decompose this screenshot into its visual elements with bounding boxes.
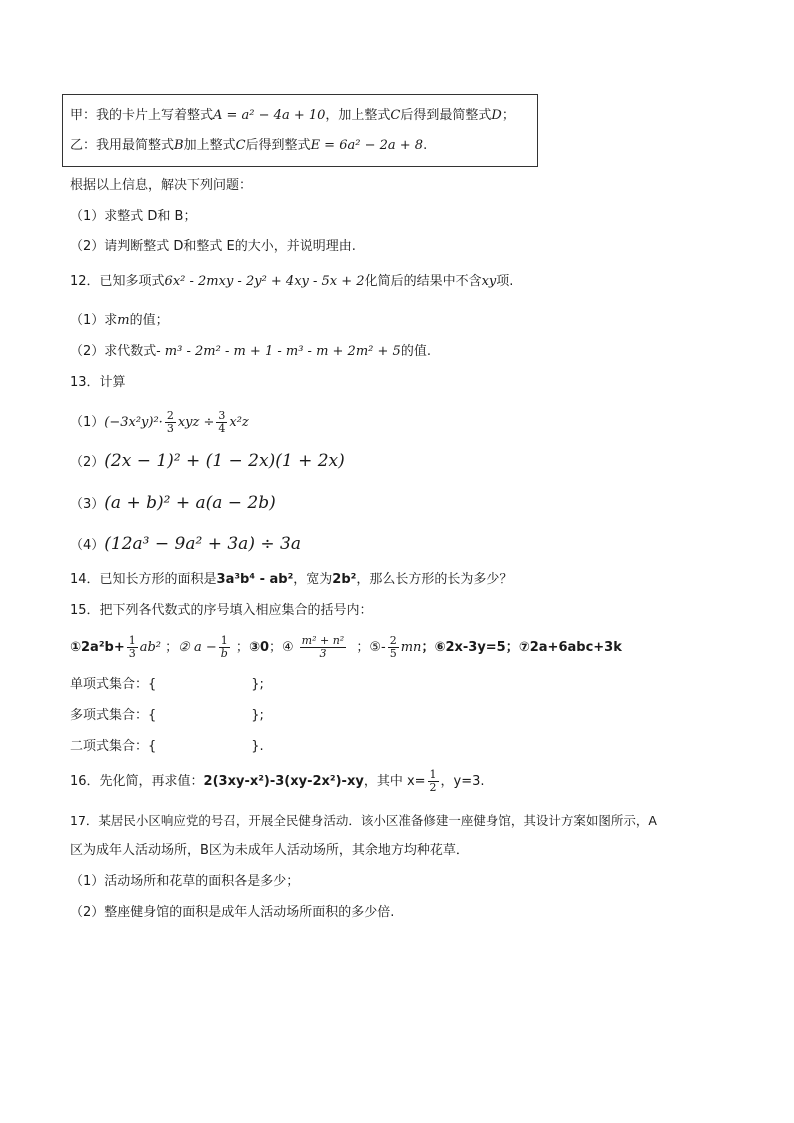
q13-part1: [70, 409, 249, 437]
text: 乙：我用最简整式: [70, 138, 175, 153]
text: 的值.: [400, 344, 431, 359]
var-c: C: [390, 108, 401, 123]
text: 加上整式: [183, 138, 236, 153]
q17-line1: 17．某居民小区响应党的号召，开展全民健身活动．该小区准备修建一座健身馆，其设计方案如图所示，A: [70, 813, 657, 828]
fraction: [216, 410, 227, 435]
text: ，宽为: [293, 572, 333, 587]
set-binomial: [70, 738, 264, 756]
den: b: [220, 647, 228, 660]
q11-part2: （2）请判断整式 D和整式 E的大小，并说明理由.: [70, 239, 356, 254]
text: （1）求: [70, 313, 118, 328]
expr: xyz ÷: [177, 415, 215, 430]
card-line-jia: [70, 107, 515, 125]
label: （3）: [70, 497, 105, 512]
den: 3: [166, 422, 174, 435]
num: 3: [218, 409, 226, 422]
set-polynomial: [70, 707, 264, 725]
fraction: [428, 769, 439, 794]
text: 甲：我的卡片上写着整式: [70, 108, 214, 123]
expr: (12a³ − 9a² + 3a) ÷ 3a: [104, 534, 301, 554]
num: 2: [389, 634, 397, 647]
text: 化简后的结果中不含: [364, 274, 482, 289]
fraction: [165, 410, 176, 435]
num: 1: [219, 635, 230, 648]
den: 3: [319, 647, 327, 660]
expr: 3a³b⁴ - ab²: [216, 572, 294, 587]
q13-part4: [70, 535, 301, 555]
q17-part2: （2）整座健身馆的面积是成年人活动场所面积的多少倍.: [70, 905, 395, 920]
var-b: B: [174, 138, 184, 153]
q17-part1: （1）活动场所和花草的面积各是多少；: [70, 874, 300, 889]
num: m² + n²: [301, 634, 345, 647]
expr-a: A = a² − 4a + 10: [213, 108, 326, 123]
num: 1: [429, 768, 437, 781]
label: 二项式集合：{: [70, 739, 157, 754]
label: 多项式集合：{: [70, 708, 157, 723]
separator: ；: [269, 640, 283, 655]
item-3: ③0: [248, 640, 269, 655]
expr: ab²: [139, 640, 162, 655]
expr: 2(3xy-x²)-3(xy-2x²)-xy: [203, 774, 364, 789]
var: xy: [481, 274, 497, 289]
q12-stem: [70, 273, 513, 291]
text: ，加上整式: [325, 108, 391, 123]
text: 后得到最简整式: [400, 108, 492, 123]
text: };: [251, 677, 264, 692]
q13-part2: [70, 452, 345, 472]
expr-e: E = 6a² − 2a + 8: [310, 138, 424, 153]
expr: x²z: [229, 415, 249, 430]
text: 16．先化简，再求值：: [70, 774, 204, 789]
label: （2）: [70, 455, 105, 470]
q16: [70, 768, 485, 796]
card-line-yi: [70, 137, 427, 155]
q14: [70, 571, 512, 589]
expr: - m³ - 2m² - m + 1 - m³ - m + 2m² + 5: [156, 344, 401, 359]
item-1: ①2a²b+: [70, 640, 125, 655]
q12-part2: [70, 343, 431, 361]
expr: mn: [400, 640, 422, 655]
item-2: ② a −: [178, 640, 217, 655]
expr: (2x − 1)² + (1 − 2x)(1 + 2x): [104, 451, 345, 471]
fraction: [219, 635, 230, 660]
q15-items: [70, 634, 622, 662]
intro-text: 根据以上信息，解决下列问题：: [70, 178, 253, 193]
expr: 6x² - 2mxy - 2y² + 4xy - 5x + 2: [164, 274, 365, 289]
label: （1）: [70, 415, 105, 430]
text: .: [423, 138, 428, 153]
text: 14．已知长方形的面积是: [70, 572, 217, 587]
fraction: [388, 635, 399, 660]
text: ，那么长方形的长为多少？: [356, 572, 513, 587]
var: m: [117, 313, 130, 328]
text: ，其中 x=: [363, 774, 426, 789]
text: ；: [501, 108, 515, 123]
num: 2: [166, 409, 174, 422]
text: }.: [251, 739, 264, 754]
separator: ；: [165, 640, 179, 655]
den: 3: [128, 647, 136, 660]
text: 后得到整式: [245, 138, 311, 153]
set-monomial: [70, 676, 264, 694]
q13-part3: [70, 494, 276, 514]
num: 1: [128, 634, 136, 647]
q17-line2: 区为成年人活动场所，B区为未成年人活动场所，其余地方均种花草．: [70, 843, 469, 858]
item-6: ；⑥2x-3y=5；: [421, 640, 519, 655]
label: 单项式集合：{: [70, 677, 157, 692]
text: 项.: [496, 274, 514, 289]
fraction: [300, 635, 347, 660]
den: 4: [218, 422, 226, 435]
card-box: [62, 94, 538, 167]
separator: ；: [356, 640, 370, 655]
var-c: C: [235, 138, 246, 153]
fraction: [127, 635, 138, 660]
item-7: ⑦2a+6abc+3k: [518, 640, 622, 655]
text: };: [251, 708, 264, 723]
item-5: ⑤-: [369, 640, 386, 655]
expr: (a + b)² + a(a − 2b): [104, 493, 276, 513]
label: （4）: [70, 538, 105, 553]
text: 12．已知多项式: [70, 274, 165, 289]
text: ，y=3.: [440, 774, 485, 789]
q11-part1: （1）求整式 D和 B；: [70, 209, 197, 224]
expr: (−3x²y)²·: [104, 415, 163, 430]
q15-title: 15．把下列各代数式的序号填入相应集合的括号内：: [70, 603, 373, 618]
expr: 2b²: [332, 572, 357, 587]
den: 5: [389, 647, 397, 660]
item-4: ④: [282, 640, 294, 655]
den: 2: [429, 781, 437, 794]
separator: ；: [235, 640, 249, 655]
text: （2）求代数式: [70, 344, 157, 359]
q12-part1: [70, 312, 169, 330]
var-d: D: [491, 108, 502, 123]
text: 的值；: [129, 313, 169, 328]
q13-title: 13．计算: [70, 375, 126, 390]
